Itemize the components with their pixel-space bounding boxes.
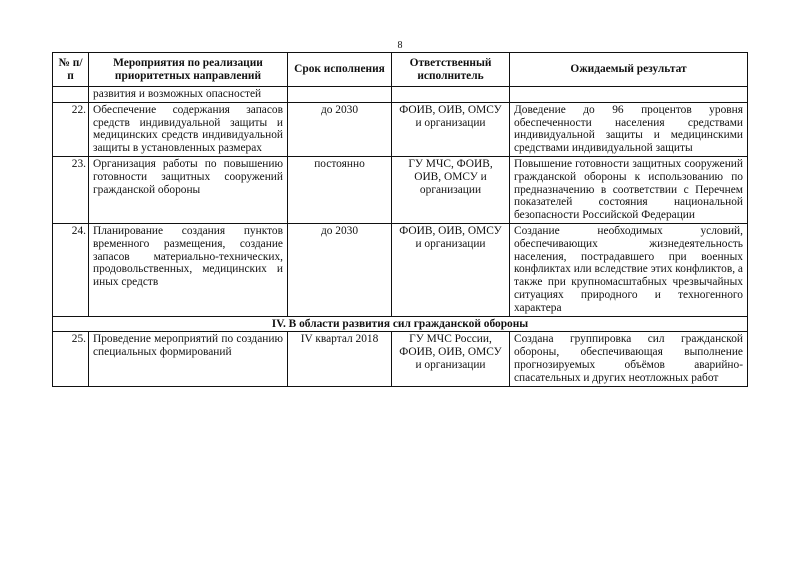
row-num: 23. xyxy=(53,156,89,223)
row-deadline: до 2030 xyxy=(288,102,392,156)
row-result: Создана группировка сил гражданской обороны, обеспечивающая выполнение прогнозируемых объёмов аварийно-спасательных и других неотложных работ xyxy=(510,332,748,386)
table-row xyxy=(53,87,748,103)
row-num: 22. xyxy=(53,102,89,156)
table-header-row xyxy=(53,53,748,87)
row-measure: Обеспечение содержания запасов средств индивидуальной защиты и медицинских средств индивидуальной защиты в установленных размерах xyxy=(89,102,288,156)
row-deadline: IV квартал 2018 xyxy=(288,332,392,386)
row-result: Создание необходимых условий, обеспечивающих жизнедеятельность населения, пострадавшего при военных конфликтах или вследствие этих конфликтов, а также при крупномасштабных чрезвычайных ситуациях природного и техногенного характера xyxy=(510,223,748,316)
table-row xyxy=(53,156,748,223)
header-deadline: Срок исполнения xyxy=(288,53,392,87)
row-result: Доведение до 96 процентов уровня обеспеченности населения средствами индивидуальной защиты и медицинскими средствами индивидуальной защиты xyxy=(510,102,748,156)
row-measure: Проведение мероприятий по созданию специальных формирований xyxy=(89,332,288,386)
row-result xyxy=(510,87,748,103)
row-measure: Планирование создания пунктов временного размещения, создание запасов материально-технических, продовольственных, медицинских и иных средств xyxy=(89,223,288,316)
header-num: № п/п xyxy=(53,53,89,87)
row-deadline: до 2030 xyxy=(288,223,392,316)
row-measure: Организация работы по повышению готовности защитных сооружений гражданской обороны xyxy=(89,156,288,223)
header-responsible: Ответственный исполнитель xyxy=(392,53,510,87)
row-deadline: постоянно xyxy=(288,156,392,223)
measures-table xyxy=(52,52,748,387)
row-measure: развития и возможных опасностей xyxy=(89,87,288,103)
header-result: Ожидаемый результат xyxy=(510,53,748,87)
page-number: 8 xyxy=(397,40,403,51)
row-num xyxy=(53,87,89,103)
row-num: 25. xyxy=(53,332,89,386)
row-num: 24. xyxy=(53,223,89,316)
table-row xyxy=(53,102,748,156)
section-header-row xyxy=(53,316,748,332)
table-row xyxy=(53,332,748,386)
row-responsible: ГУ МЧС, ФОИВ, ОИВ, ОМСУ и организации xyxy=(392,156,510,223)
table-row xyxy=(53,223,748,316)
row-responsible xyxy=(392,87,510,103)
row-result: Повышение готовности защитных сооружений гражданской обороны к использованию по предназначению в соответствии с Перечнем показателей состояния национальной безопасности Российской Федерации xyxy=(510,156,748,223)
row-deadline xyxy=(288,87,392,103)
row-responsible: ФОИВ, ОИВ, ОМСУ и организации xyxy=(392,223,510,316)
row-responsible: ФОИВ, ОИВ, ОМСУ и организации xyxy=(392,102,510,156)
section-title: IV. В области развития сил гражданской обороны xyxy=(53,316,748,332)
header-measure: Мероприятия по реализации приоритетных направлений xyxy=(89,53,288,87)
row-responsible: ГУ МЧС России, ФОИВ, ОИВ, ОМСУ и организации xyxy=(392,332,510,386)
